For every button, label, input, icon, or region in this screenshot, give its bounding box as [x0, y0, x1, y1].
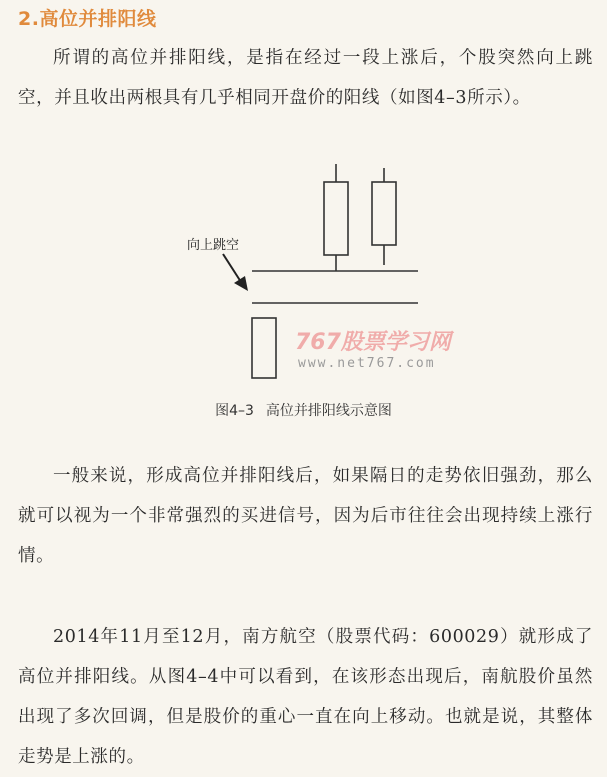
example-paragraph: 2014年11月至12月，南方航空（股票代码：600029）就形成了高位并排阳线。从图4–4中可以看到，在该形态出现后，南航股价虽然出现了多次回调，但是股价的重心一直在向上移动。也就是说，其整体走势是上涨的。: [18, 627, 593, 767]
signal-paragraph: 一般来说，形成高位并排阳线后，如果隔日的走势依旧强劲，那么就可以视为一个非常强烈的买进信号，因为后市往往会出现持续上涨行情。: [18, 466, 593, 566]
callout-arrow-head: [234, 276, 248, 291]
figure-caption: [0, 400, 607, 420]
candlestick-diagram: [0, 150, 607, 440]
intro-paragraph: 所谓的高位并排阳线，是指在经过一段上涨后，个股突然向上跳空，并且收出两根具有几乎相同开盘价的阳线（如图4–3所示）。: [18, 48, 593, 108]
watermark-url: www.net767.com: [298, 356, 436, 371]
caption-number: 图4–3: [215, 403, 254, 419]
callout-arrow-line: [223, 254, 241, 282]
lower-candle: [252, 318, 276, 378]
caption-text: 高位并排阳线示意图: [265, 403, 392, 419]
gap-up-label: 向上跳空: [187, 238, 240, 253]
figure-4-3: [0, 150, 607, 440]
candle1-body: [324, 182, 348, 255]
watermark-logo: 767股票学习网: [295, 330, 451, 355]
candle2-body: [372, 182, 396, 245]
section-title: 2.高位并排阳线: [18, 8, 157, 30]
